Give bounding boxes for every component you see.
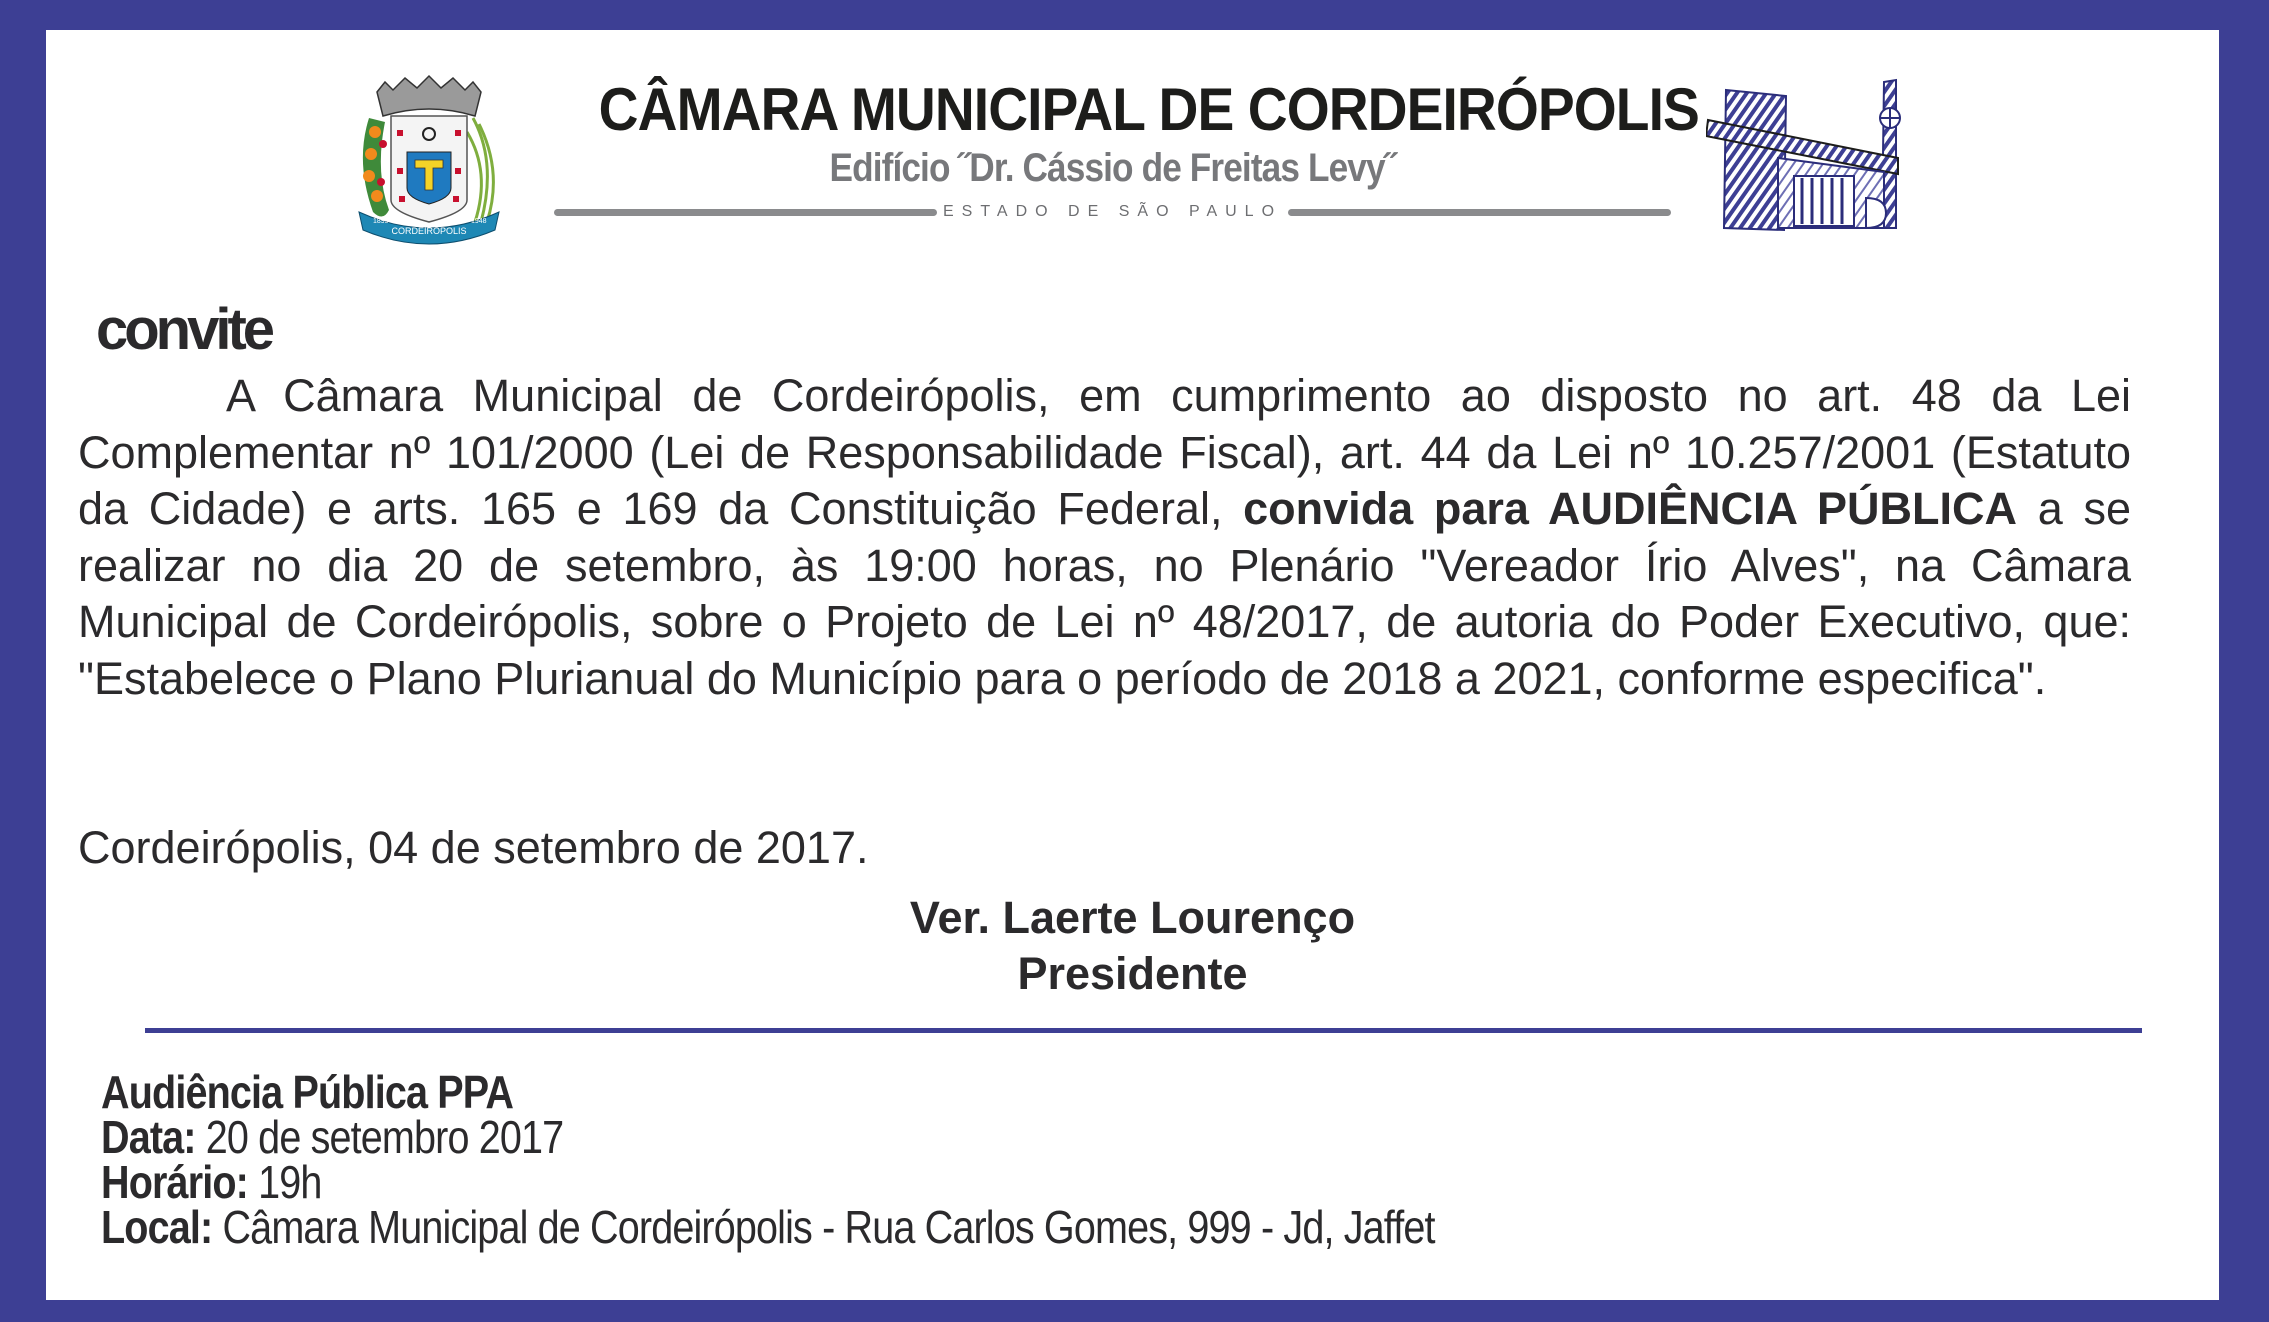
svg-text:1899: 1899 <box>373 218 389 225</box>
paragraph-highlight: convida para AUDIÊNCIA PÚBLICA <box>1243 483 2018 534</box>
state-label: ESTADO DE SÃO PAULO <box>943 203 1283 220</box>
state-rule <box>554 201 1671 223</box>
city-coat-of-arms-icon <box>355 72 503 250</box>
event-title-row <box>101 1066 1435 1118</box>
svg-text:1948: 1948 <box>471 218 487 225</box>
event-time-value: 19h <box>247 1156 322 1208</box>
event-time-row <box>101 1156 1435 1208</box>
event-title: Audiência Pública PPA <box>101 1066 514 1118</box>
svg-text:CORDEIRÓPOLIS: CORDEIRÓPOLIS <box>391 226 467 236</box>
dateline: Cordeirópolis, 04 de setembro de 2017. <box>78 822 869 873</box>
rule-left <box>554 209 937 216</box>
event-time-label: Horário: <box>101 1156 248 1208</box>
section-divider <box>145 1028 2142 1033</box>
event-place-value: Câmara Municipal de Cordeirópolis - Rua Carlos Gomes, 999 - Jd, Jaffet <box>212 1201 1435 1253</box>
event-place-row <box>101 1201 1435 1253</box>
paragraph-text-part1: A Câmara Municipal de Cordeirópolis, em cumprimento ao disposto no art. 48 da Lei Complementar nº 101/2000 (Lei de Responsabilidade Fiscal), art. 44 da Lei nº 10.257/2001 (Estatuto da Cidade) e arts. 165 e 169 da Constituição Federal, <box>78 370 2131 534</box>
event-date-value: 20 de setembro 2017 <box>195 1111 564 1163</box>
chamber-building-sketch-icon <box>1706 78 1921 233</box>
invitation-heading: convite <box>96 297 272 362</box>
chamber-title: CÂMARA MUNICIPAL DE CORDEIRÓPOLIS <box>598 76 1699 143</box>
event-date-label: Data: <box>101 1111 196 1163</box>
event-place-label: Local: <box>101 1201 213 1253</box>
signature-role: Presidente <box>1017 948 1248 999</box>
invitation-paragraph <box>78 368 2131 707</box>
event-date-row <box>101 1111 1435 1163</box>
signature-name: Ver. Laerte Lourenço <box>909 892 1356 943</box>
invitation-sheet <box>46 30 2219 1300</box>
paragraph-text-part2: a se realizar no dia 20 de setembro, às 19:00 horas, no Plenário "Vereador Írio Alves", na Câmara Municipal de Cordeirópolis, sobre o Projeto de Lei nº 48/2017, de autoria do Poder Executivo, que: "Estabelece o Plano Plurianual do Município para o período de 2018 a 2021, conforme especifica". <box>78 483 2131 704</box>
building-subtitle: Edifício ˝Dr. Cássio de Freitas Levy˝ <box>829 146 1396 190</box>
rule-right <box>1288 209 1671 216</box>
event-info <box>101 1066 1435 1253</box>
